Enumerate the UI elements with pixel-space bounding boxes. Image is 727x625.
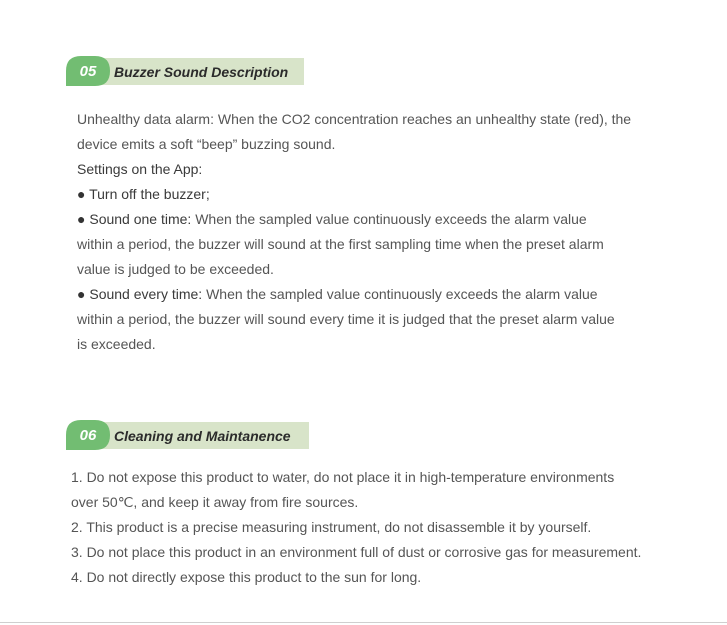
- list-item: 2. This product is a precise measuring instrument, do not disassemble it by yourself.: [71, 519, 592, 535]
- bullet-lead: Sound one time:: [89, 211, 192, 227]
- bullet-text: When the sampled value continuously exceeds the alarm value: [202, 286, 598, 302]
- app-settings-heading: Settings on the App:: [77, 161, 203, 177]
- paragraph-line: within a period, the buzzer will sound at the first sampling time when the preset alarm: [77, 236, 604, 252]
- section-05-body: [77, 107, 631, 357]
- list-item-continuation: over 50℃, and keep it away from fire sources.: [71, 494, 359, 510]
- paragraph-line: is exceeded.: [77, 336, 156, 352]
- paragraph-line: within a period, the buzzer will sound every time it is judged that the preset alarm value: [77, 311, 615, 327]
- bullet-item: [77, 282, 631, 307]
- list-item: 3. Do not place this product in an environment full of dust or corrosive gas for measurement.: [71, 544, 642, 560]
- bottom-divider: [0, 622, 727, 623]
- bullet-lead: Sound every time:: [89, 286, 203, 302]
- section-05-header: [66, 58, 306, 85]
- section-number: 06: [79, 427, 97, 444]
- bullet-item: [77, 182, 631, 207]
- section-title: Cleaning and Maintanence: [114, 427, 291, 444]
- paragraph-line: device emits a soft “beep” buzzing sound.: [77, 136, 336, 152]
- bullet-dot-icon: ●: [77, 186, 90, 202]
- bullet-item: [77, 207, 631, 232]
- section-number: 05: [79, 63, 97, 80]
- section-06-header: [66, 422, 311, 449]
- bullet-text: When the sampled value continuously exceeds the alarm value: [191, 211, 587, 227]
- paragraph-line: value is judged to be exceeded.: [77, 261, 274, 277]
- section-title-bar: [88, 58, 304, 85]
- bullet-dot-icon: ●: [77, 286, 90, 302]
- section-title-bar: [88, 422, 309, 449]
- bullet-text: Turn off the buzzer;: [89, 186, 210, 202]
- section-title: Buzzer Sound Description: [114, 63, 289, 80]
- section-06-body: [71, 465, 641, 590]
- bullet-dot-icon: ●: [77, 211, 90, 227]
- list-item: 1. Do not expose this product to water, do not place it in high-temperature environments: [71, 469, 615, 485]
- paragraph-line: Unhealthy data alarm: When the CO2 concentration reaches an unhealthy state (red), the: [77, 111, 632, 127]
- section-number-badge: [66, 420, 110, 450]
- list-item: 4. Do not directly expose this product to the sun for long.: [71, 569, 422, 585]
- section-number-badge: [66, 56, 110, 86]
